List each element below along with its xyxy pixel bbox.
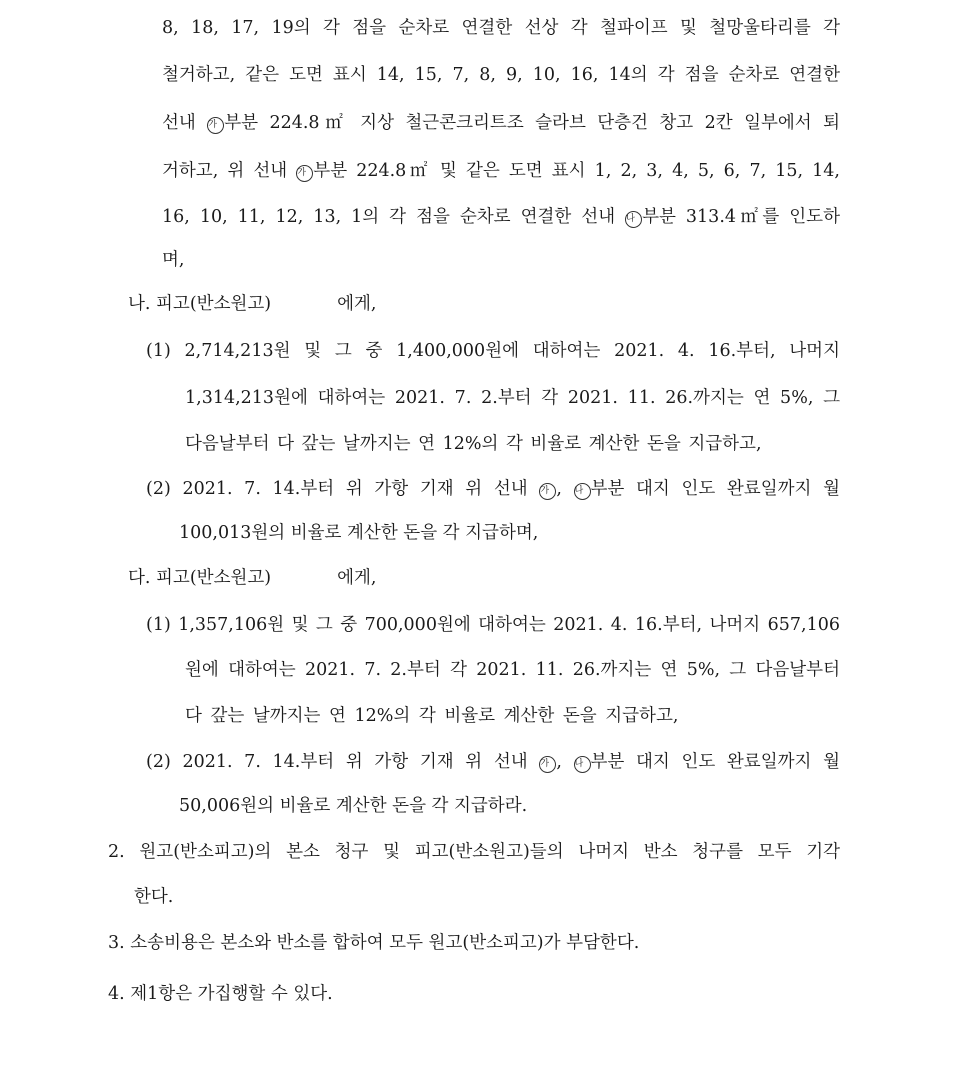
- text-fragment: ,: [556, 752, 574, 772]
- text-fragment: 부분 313.4㎡를 인도하: [642, 207, 840, 227]
- section-da-label: 다. 피고(반소원고): [128, 568, 272, 588]
- paragraph-2-line-2: 한다.: [134, 887, 174, 907]
- circled-ga-mark: 가: [296, 165, 313, 182]
- na-item-1-line-3: 다음날부터 다 갚는 날까지는 연 12%의 각 비율로 계산한 돈을 지급하고,: [185, 434, 762, 454]
- section-na-heading: [128, 293, 377, 315]
- text-line-1: 8, 18, 17, 19의 각 점을 순차로 연결한 선상 각 철파이프 및 철망울타리를 각: [162, 18, 840, 38]
- section-na-label: 나. 피고(반소원고): [128, 294, 272, 314]
- da-item-1-line-3: 다 갚는 날까지는 연 12%의 각 비율로 계산한 돈을 지급하고,: [185, 706, 679, 726]
- circled-na-mark: 나: [625, 211, 642, 228]
- na-item-1-line-1: (1) 2,714,213원 및 그 중 1,400,000원에 대하여는 2021. 4. 16.부터, 나머지: [146, 341, 840, 361]
- circled-ga-mark: 가: [207, 117, 224, 134]
- circled-na-mark: 나: [574, 756, 591, 773]
- text-fragment: 부분 224.8㎡ 및 같은 도면 표시 1, 2, 3, 4, 5, 6, 7, 15, 14,: [313, 161, 840, 181]
- text-fragment: (2) 2021. 7. 14.부터 위 가항 기재 위 선내: [146, 752, 540, 772]
- section-da-heading: [128, 567, 377, 589]
- text-line-3: [162, 112, 840, 134]
- paragraph-4: 4. 제1항은 가집행할 수 있다.: [108, 984, 333, 1004]
- text-fragment: 거하고, 위 선내: [162, 161, 297, 181]
- section-da-suffix: 에게,: [337, 568, 377, 588]
- da-item-2-line-2: 50,006원의 비율로 계산한 돈을 각 지급하라.: [179, 796, 528, 816]
- text-fragment: 부분 대지 인도 완료일까지 월: [590, 479, 840, 499]
- text-line-2: 철거하고, 같은 도면 표시 14, 15, 7, 8, 9, 10, 16, 14의 각 점을 순차로 연결한: [162, 65, 840, 85]
- text-fragment: (2) 2021. 7. 14.부터 위 가항 기재 위 선내: [146, 479, 540, 499]
- circled-ga-mark: 가: [539, 756, 556, 773]
- da-item-2-line-1: [146, 751, 840, 773]
- text-line-4: [162, 160, 840, 182]
- paragraph-3: 3. 소송비용은 본소와 반소를 합하여 모두 원고(반소피고)가 부담한다.: [108, 933, 640, 953]
- paragraph-2-line-1: 2. 원고(반소피고)의 본소 청구 및 피고(반소원고)들의 나머지 반소 청구를 모두 기각: [108, 842, 840, 862]
- text-fragment: 선내: [162, 113, 208, 133]
- text-line-5: [162, 206, 840, 228]
- circled-ga-mark: 가: [539, 483, 556, 500]
- circled-na-mark: 나: [574, 483, 591, 500]
- na-item-1-line-2: 1,314,213원에 대하여는 2021. 7. 2.부터 각 2021. 11. 26.까지는 연 5%, 그: [185, 388, 840, 408]
- text-fragment: ,: [556, 479, 574, 499]
- text-fragment: 부분 대지 인도 완료일까지 월: [590, 752, 840, 772]
- da-item-1-line-2: 원에 대하여는 2021. 7. 2.부터 각 2021. 11. 26.까지는 연 5%, 그 다음날부터: [185, 660, 840, 680]
- text-fragment: 16, 10, 11, 12, 13, 1의 각 점을 순차로 연결한 선내: [162, 207, 626, 227]
- da-item-1-line-1: (1) 1,357,106원 및 그 중 700,000원에 대하여는 2021. 4. 16.부터, 나머지 657,106: [146, 615, 840, 635]
- text-line-6: 며,: [162, 250, 185, 270]
- na-item-2-line-1: [146, 478, 840, 500]
- na-item-2-line-2: 100,013원의 비율로 계산한 돈을 각 지급하며,: [179, 523, 539, 543]
- section-na-suffix: 에게,: [337, 294, 377, 314]
- text-fragment: 부분 224.8㎡ 지상 철근콘크리트조 슬라브 단층건 창고 2칸 일부에서 퇴: [224, 113, 841, 133]
